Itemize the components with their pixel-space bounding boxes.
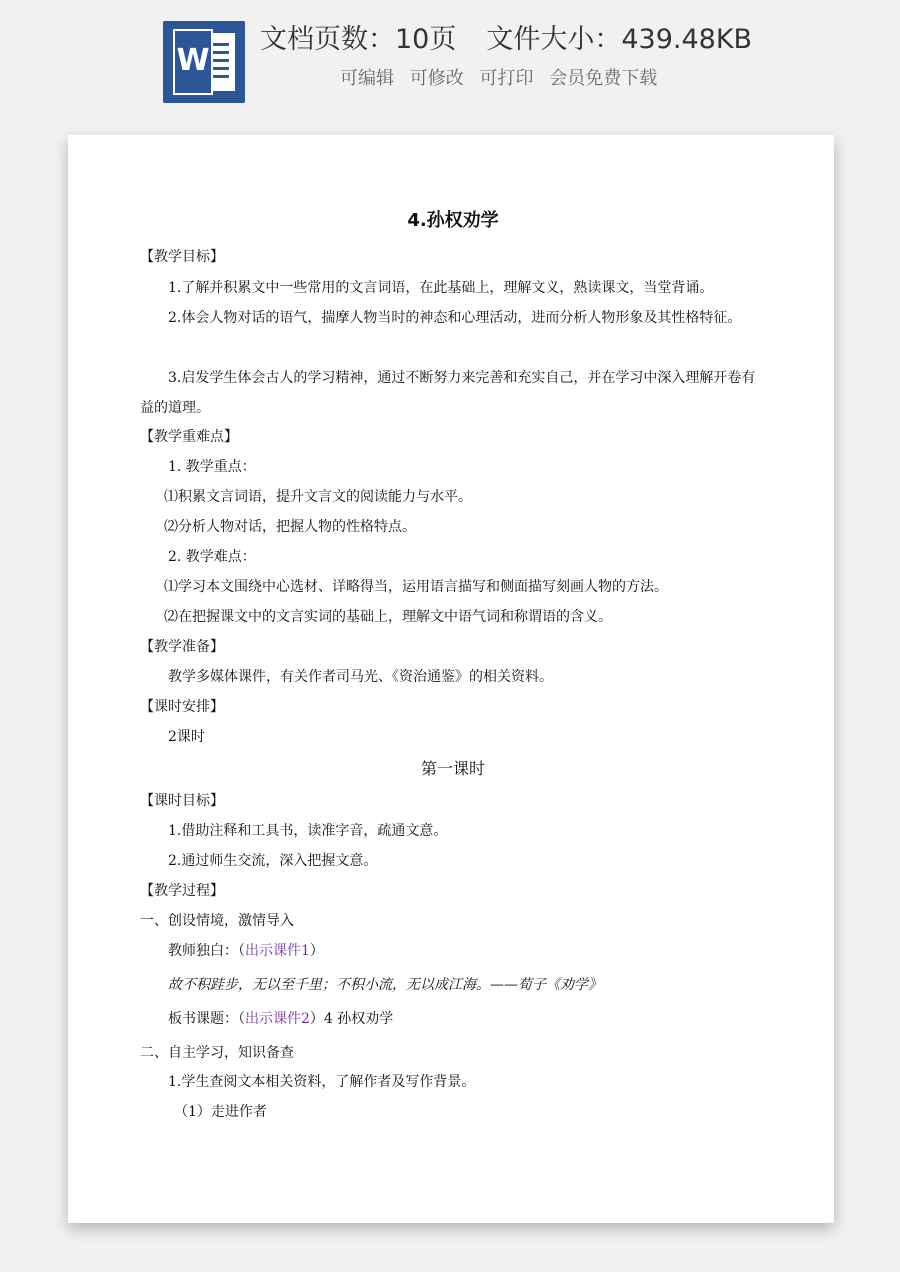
difficult-point-2: ⑵在把握课文中的文言实词的基础上，理解文中语气词和称谓语的含义。	[164, 609, 612, 625]
goal-2: 2.体会人物对话的语气，揣摩人物当时的神态和心理活动，进而分析人物形象及其性格特征。	[168, 310, 742, 326]
close-paren: ）	[309, 943, 324, 959]
goal-1: 1.了解并积累文中一些常用的文言词语，在此基础上，理解文义，熟读课文，当堂背诵。	[168, 280, 714, 296]
board-tail: ）4 孙权劝学	[309, 1011, 394, 1027]
feature-printable: 可打印	[479, 68, 534, 89]
feature-editable: 可编辑	[340, 68, 394, 89]
document-page	[68, 135, 834, 1223]
teacher-monologue	[140, 941, 794, 961]
study-item-1a: （1）走进作者	[174, 1104, 267, 1120]
page-count: 文档页数：10页	[260, 24, 457, 55]
step-2-heading: 二、自主学习，知识备查	[140, 1045, 294, 1061]
schedule-text: 2课时	[168, 729, 205, 745]
section-process: 【教学过程】	[140, 883, 224, 899]
feature-list	[340, 66, 667, 92]
preparation-text: 教学多媒体课件，有关作者司马光、《资治通鉴》的相关资料。	[168, 669, 553, 685]
step-1-heading: 一、创设情境，激情导入	[140, 913, 294, 929]
section-lesson-goals: 【课时目标】	[140, 793, 224, 809]
key-point-2: ⑵分析人物对话，把握人物的性格特点。	[164, 519, 416, 535]
document-title: 4.孙权劝学	[407, 210, 499, 231]
courseware-1-link: 出示课件1	[245, 943, 310, 959]
download-banner	[0, 0, 900, 130]
lesson-goal-1: 1.借助注释和工具书，读准字音，疏通文意。	[168, 823, 448, 839]
lesson-goal-2: 2.通过师生交流，深入把握文意。	[168, 853, 378, 869]
goal-3: 3.启发学生体会古人的学习精神，通过不断努力来完善和充实自己，并在学习中深入理解开卷有益的道理。	[140, 370, 756, 416]
courseware-2-link: 出示课件2	[245, 1011, 310, 1027]
lesson-one-heading: 第一课时	[420, 759, 485, 778]
difficult-points-heading: 2. 教学难点：	[168, 549, 256, 565]
section-key-difficult: 【教学重难点】	[140, 429, 238, 445]
study-item-1: 1.学生查阅文本相关资料，了解作者及写作背景。	[168, 1074, 476, 1090]
teacher-intro: 教师独白：（	[168, 943, 245, 959]
section-preparation: 【教学准备】	[140, 639, 224, 655]
section-teaching-goals: 【教学目标】	[140, 249, 224, 265]
file-size: 文件大小：439.48KB	[486, 24, 753, 55]
word-icon-letter: W	[176, 43, 210, 78]
feature-modifiable: 可修改	[409, 68, 464, 89]
key-points-heading: 1. 教学重点：	[168, 459, 256, 475]
word-icon	[163, 21, 245, 103]
file-info	[260, 20, 752, 60]
board-intro: 板书课题：（	[168, 1011, 245, 1027]
difficult-point-1: ⑴学习本文围绕中心选材、详略得当，运用语言描写和侧面描写刻画人物的方法。	[164, 579, 668, 595]
quote-xunzi: 故不积跬步，无以至千里；不积小流，无以成江海。——荀子《劝学》	[168, 977, 602, 993]
board-title	[140, 1009, 794, 1029]
feature-member-free: 会员免费下载	[549, 68, 658, 89]
section-schedule: 【课时安排】	[140, 699, 224, 715]
key-point-1: ⑴积累文言词语，提升文言文的阅读能力与水平。	[164, 489, 472, 505]
